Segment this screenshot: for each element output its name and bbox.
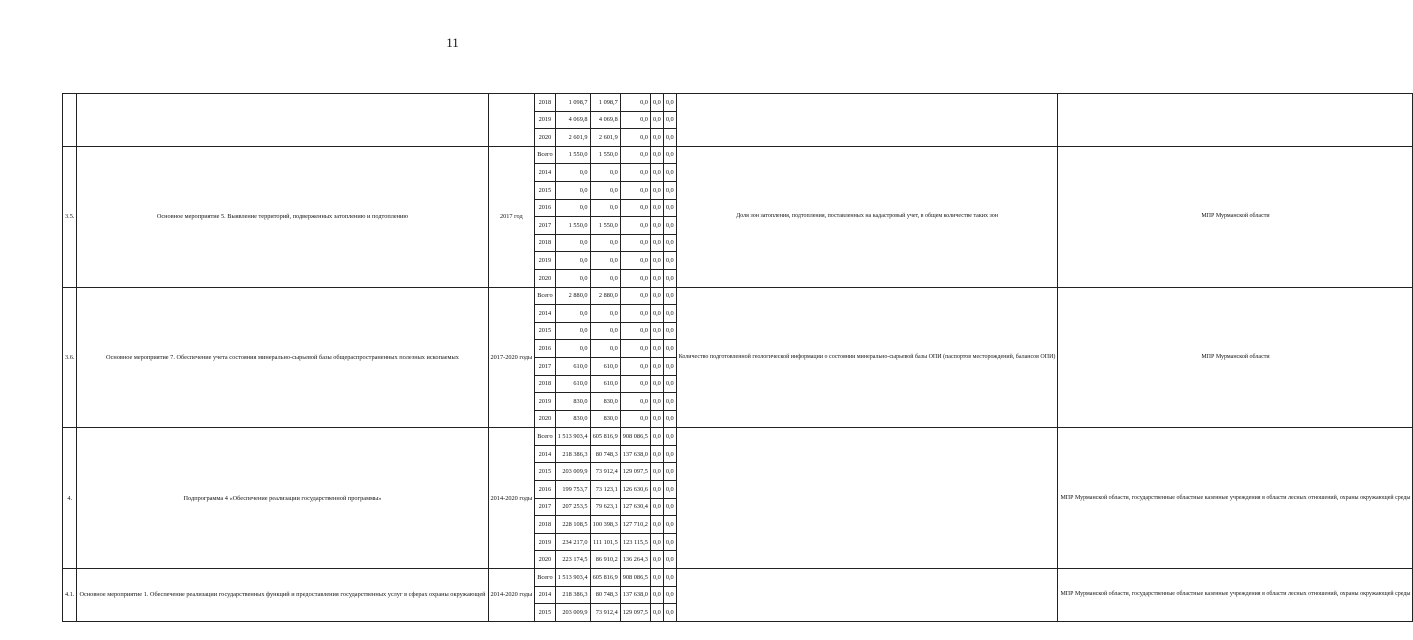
value-cell: 207 253,5 <box>555 498 590 516</box>
value-cell: 0,0 <box>650 533 663 551</box>
value-cell: 0,0 <box>650 181 663 199</box>
measure-name-cell: Подпрограмма 4 «Обеспечение реализации государственной программы» <box>77 428 488 569</box>
value-cell: 2 601,9 <box>555 129 590 147</box>
value-cell: 203 009,9 <box>555 604 590 622</box>
row-number-cell: 4. <box>63 428 77 569</box>
year-cell: Всего <box>535 146 555 164</box>
value-cell: 0,0 <box>663 111 676 129</box>
value-cell: 0,0 <box>620 322 650 340</box>
value-cell: 129 097,5 <box>620 463 650 481</box>
value-cell: 127 630,4 <box>620 498 650 516</box>
value-cell: 0,0 <box>663 234 676 252</box>
value-cell: 0,0 <box>663 217 676 235</box>
year-cell: 2014 <box>535 164 555 182</box>
value-cell: 73 123,1 <box>590 481 620 499</box>
year-cell: Всего <box>535 569 555 587</box>
period-cell: 2017-2020 годы <box>488 287 535 428</box>
year-cell: 2016 <box>535 481 555 499</box>
value-cell: 0,0 <box>650 481 663 499</box>
value-cell: 0,0 <box>555 305 590 323</box>
year-cell: 2018 <box>535 94 555 112</box>
year-cell: 2014 <box>535 305 555 323</box>
value-cell: 0,0 <box>663 181 676 199</box>
value-cell: 126 630,6 <box>620 481 650 499</box>
value-cell: 218 386,3 <box>555 445 590 463</box>
value-cell: 111 101,5 <box>590 533 620 551</box>
value-cell: 1 513 903,4 <box>555 569 590 587</box>
budget-table <box>62 93 1413 622</box>
value-cell: 0,0 <box>650 498 663 516</box>
responsible-cell: МПР Мурманской области <box>1058 146 1413 287</box>
period-cell: 2014-2020 годы <box>488 569 535 622</box>
value-cell: 0,0 <box>555 252 590 270</box>
value-cell: 0,0 <box>620 287 650 305</box>
responsible-cell: МПР Мурманской области, государственные областные казенные учреждения в области лесных отношений, охраны окружающей среды <box>1058 428 1413 569</box>
table-row <box>63 287 1413 305</box>
value-cell: 0,0 <box>650 111 663 129</box>
value-cell: 0,0 <box>650 586 663 604</box>
value-cell: 0,0 <box>620 111 650 129</box>
value-cell: 0,0 <box>620 375 650 393</box>
year-cell: 2020 <box>535 410 555 428</box>
year-cell: 2020 <box>535 551 555 569</box>
responsible-cell: МПР Мурманской области, государственные областные казенные учреждения в области лесных отношений, охраны окружающей среды <box>1058 569 1413 622</box>
value-cell: 0,0 <box>650 322 663 340</box>
value-cell: 1 550,0 <box>555 146 590 164</box>
value-cell: 80 748,3 <box>590 586 620 604</box>
value-cell: 610,0 <box>590 357 620 375</box>
value-cell: 0,0 <box>555 199 590 217</box>
year-cell: 2015 <box>535 181 555 199</box>
value-cell: 0,0 <box>620 393 650 411</box>
value-cell: 86 910,2 <box>590 551 620 569</box>
value-cell: 0,0 <box>650 305 663 323</box>
value-cell: 0,0 <box>620 252 650 270</box>
value-cell: 0,0 <box>555 340 590 358</box>
row-number-cell: 4.1. <box>63 569 77 622</box>
value-cell: 0,0 <box>650 252 663 270</box>
value-cell: 0,0 <box>663 410 676 428</box>
value-cell: 4 069,8 <box>555 111 590 129</box>
value-cell: 0,0 <box>663 252 676 270</box>
value-cell: 0,0 <box>663 533 676 551</box>
value-cell: 80 748,3 <box>590 445 620 463</box>
value-cell: 0,0 <box>620 269 650 287</box>
value-cell: 0,0 <box>663 481 676 499</box>
value-cell: 908 086,5 <box>620 569 650 587</box>
table-row <box>63 94 1413 112</box>
value-cell: 0,0 <box>620 164 650 182</box>
year-cell: 2017 <box>535 498 555 516</box>
value-cell: 0,0 <box>650 269 663 287</box>
year-cell: 2020 <box>535 269 555 287</box>
measure-name-cell: Основное мероприятие 7. Обеспечение учета состояния минерально-сырьевой базы общераспространенных полезных ископаемых <box>77 287 488 428</box>
value-cell: 0,0 <box>620 129 650 147</box>
value-cell: 0,0 <box>620 234 650 252</box>
value-cell: 4 069,8 <box>590 111 620 129</box>
value-cell: 0,0 <box>663 375 676 393</box>
value-cell: 0,0 <box>663 445 676 463</box>
year-cell: 2019 <box>535 393 555 411</box>
value-cell: 2 880,0 <box>555 287 590 305</box>
value-cell: 0,0 <box>555 181 590 199</box>
value-cell: 0,0 <box>650 604 663 622</box>
page-number: 11 <box>446 35 459 50</box>
value-cell: 0,0 <box>663 164 676 182</box>
row-number-cell: 3.5. <box>63 146 77 287</box>
value-cell: 0,0 <box>620 305 650 323</box>
year-cell: 2017 <box>535 217 555 235</box>
value-cell: 1 550,0 <box>555 217 590 235</box>
value-cell: 0,0 <box>663 94 676 112</box>
table-row <box>63 428 1413 446</box>
year-cell: 2019 <box>535 111 555 129</box>
value-cell: 0,0 <box>663 340 676 358</box>
value-cell: 137 638,0 <box>620 586 650 604</box>
value-cell: 1 513 903,4 <box>555 428 590 446</box>
indicator-cell: Количество подготовленной геологической информации о состоянии минерально-сырьевой базы ОПИ (паспортов месторождений, балансов ОПИ) <box>676 287 1058 428</box>
year-cell: 2014 <box>535 586 555 604</box>
value-cell: 0,0 <box>650 287 663 305</box>
responsible-cell <box>1058 94 1413 147</box>
value-cell: 0,0 <box>663 551 676 569</box>
value-cell: 137 638,0 <box>620 445 650 463</box>
value-cell: 830,0 <box>555 410 590 428</box>
value-cell: 0,0 <box>650 146 663 164</box>
value-cell: 0,0 <box>650 340 663 358</box>
year-cell: 2015 <box>535 463 555 481</box>
value-cell: 0,0 <box>650 234 663 252</box>
year-cell: 2015 <box>535 604 555 622</box>
value-cell: 0,0 <box>620 94 650 112</box>
value-cell: 1 098,7 <box>555 94 590 112</box>
value-cell: 0,0 <box>590 181 620 199</box>
value-cell: 0,0 <box>555 269 590 287</box>
year-cell: 2019 <box>535 252 555 270</box>
value-cell: 0,0 <box>650 410 663 428</box>
value-cell: 0,0 <box>590 164 620 182</box>
value-cell: 0,0 <box>663 428 676 446</box>
value-cell: 830,0 <box>555 393 590 411</box>
year-cell: 2018 <box>535 234 555 252</box>
value-cell: 0,0 <box>590 305 620 323</box>
value-cell: 0,0 <box>663 586 676 604</box>
value-cell: 0,0 <box>663 393 676 411</box>
value-cell: 0,0 <box>620 357 650 375</box>
value-cell: 1 098,7 <box>590 94 620 112</box>
measure-name-cell <box>77 94 488 147</box>
indicator-cell: Доля зон затопления, подтопления, поставленных на кадастровый учет, в общем количестве таких зон <box>676 146 1058 287</box>
value-cell: 0,0 <box>663 287 676 305</box>
value-cell: 0,0 <box>650 428 663 446</box>
value-cell: 2 880,0 <box>590 287 620 305</box>
table-row <box>63 569 1413 587</box>
value-cell: 199 753,7 <box>555 481 590 499</box>
value-cell: 0,0 <box>555 322 590 340</box>
year-cell: 2014 <box>535 445 555 463</box>
value-cell: 0,0 <box>650 551 663 569</box>
measure-name-cell: Основное мероприятие 1. Обеспечение реализации государственных функций и предоставления государственных услуг в сферах охраны окружающей <box>77 569 488 622</box>
value-cell: 0,0 <box>663 199 676 217</box>
value-cell: 79 623,1 <box>590 498 620 516</box>
value-cell: 0,0 <box>663 146 676 164</box>
value-cell: 1 550,0 <box>590 217 620 235</box>
value-cell: 610,0 <box>555 357 590 375</box>
value-cell: 127 710,2 <box>620 516 650 534</box>
year-cell: 2018 <box>535 375 555 393</box>
value-cell: 0,0 <box>663 516 676 534</box>
indicator-cell <box>676 428 1058 569</box>
value-cell: 203 009,9 <box>555 463 590 481</box>
value-cell: 0,0 <box>663 305 676 323</box>
row-number-cell <box>63 94 77 147</box>
value-cell: 123 115,5 <box>620 533 650 551</box>
value-cell: 2 601,9 <box>590 129 620 147</box>
value-cell: 0,0 <box>663 463 676 481</box>
value-cell: 605 816,9 <box>590 428 620 446</box>
value-cell: 0,0 <box>555 234 590 252</box>
value-cell: 0,0 <box>663 269 676 287</box>
value-cell: 0,0 <box>663 604 676 622</box>
year-cell: 2019 <box>535 533 555 551</box>
value-cell: 73 912,4 <box>590 463 620 481</box>
value-cell: 0,0 <box>650 569 663 587</box>
value-cell: 0,0 <box>590 269 620 287</box>
year-cell: 2017 <box>535 357 555 375</box>
value-cell: 223 174,5 <box>555 551 590 569</box>
value-cell: 0,0 <box>650 94 663 112</box>
value-cell: 1 550,0 <box>590 146 620 164</box>
value-cell: 0,0 <box>620 199 650 217</box>
value-cell: 0,0 <box>650 516 663 534</box>
measure-name-cell: Основное мероприятие 5. Выявление территорий, подверженных затоплению и подтоплению <box>77 146 488 287</box>
period-cell: 2014-2020 годы <box>488 428 535 569</box>
value-cell: 0,0 <box>590 199 620 217</box>
value-cell: 0,0 <box>663 322 676 340</box>
value-cell: 0,0 <box>663 129 676 147</box>
value-cell: 234 217,0 <box>555 533 590 551</box>
value-cell: 0,0 <box>620 217 650 235</box>
value-cell: 0,0 <box>590 322 620 340</box>
value-cell: 0,0 <box>650 217 663 235</box>
value-cell: 605 816,9 <box>590 569 620 587</box>
value-cell: 129 097,5 <box>620 604 650 622</box>
table-row <box>63 146 1413 164</box>
value-cell: 228 108,5 <box>555 516 590 534</box>
value-cell: 0,0 <box>620 340 650 358</box>
value-cell: 100 398,3 <box>590 516 620 534</box>
value-cell: 908 086,5 <box>620 428 650 446</box>
value-cell: 0,0 <box>650 463 663 481</box>
value-cell: 0,0 <box>620 410 650 428</box>
period-cell: 2017 год <box>488 146 535 287</box>
value-cell: 0,0 <box>650 164 663 182</box>
period-cell <box>488 94 535 147</box>
value-cell: 73 912,4 <box>590 604 620 622</box>
value-cell: 830,0 <box>590 393 620 411</box>
value-cell: 0,0 <box>650 375 663 393</box>
value-cell: 0,0 <box>590 234 620 252</box>
value-cell: 0,0 <box>650 445 663 463</box>
value-cell: 0,0 <box>663 357 676 375</box>
value-cell: 0,0 <box>620 181 650 199</box>
value-cell: 0,0 <box>590 252 620 270</box>
value-cell: 0,0 <box>650 129 663 147</box>
value-cell: 136 264,3 <box>620 551 650 569</box>
value-cell: 610,0 <box>590 375 620 393</box>
value-cell: 0,0 <box>650 199 663 217</box>
indicator-cell <box>676 94 1058 147</box>
year-cell: Всего <box>535 428 555 446</box>
value-cell: 0,0 <box>650 393 663 411</box>
year-cell: 2015 <box>535 322 555 340</box>
year-cell: 2018 <box>535 516 555 534</box>
indicator-cell <box>676 569 1058 622</box>
year-cell: 2016 <box>535 199 555 217</box>
value-cell: 830,0 <box>590 410 620 428</box>
row-number-cell: 3.6. <box>63 287 77 428</box>
year-cell: 2020 <box>535 129 555 147</box>
year-cell: 2016 <box>535 340 555 358</box>
value-cell: 0,0 <box>590 340 620 358</box>
value-cell: 0,0 <box>650 357 663 375</box>
value-cell: 610,0 <box>555 375 590 393</box>
value-cell: 0,0 <box>663 498 676 516</box>
value-cell: 0,0 <box>620 146 650 164</box>
value-cell: 0,0 <box>663 569 676 587</box>
year-cell: Всего <box>535 287 555 305</box>
value-cell: 218 386,3 <box>555 586 590 604</box>
responsible-cell: МПР Мурманской области <box>1058 287 1413 428</box>
value-cell: 0,0 <box>555 164 590 182</box>
